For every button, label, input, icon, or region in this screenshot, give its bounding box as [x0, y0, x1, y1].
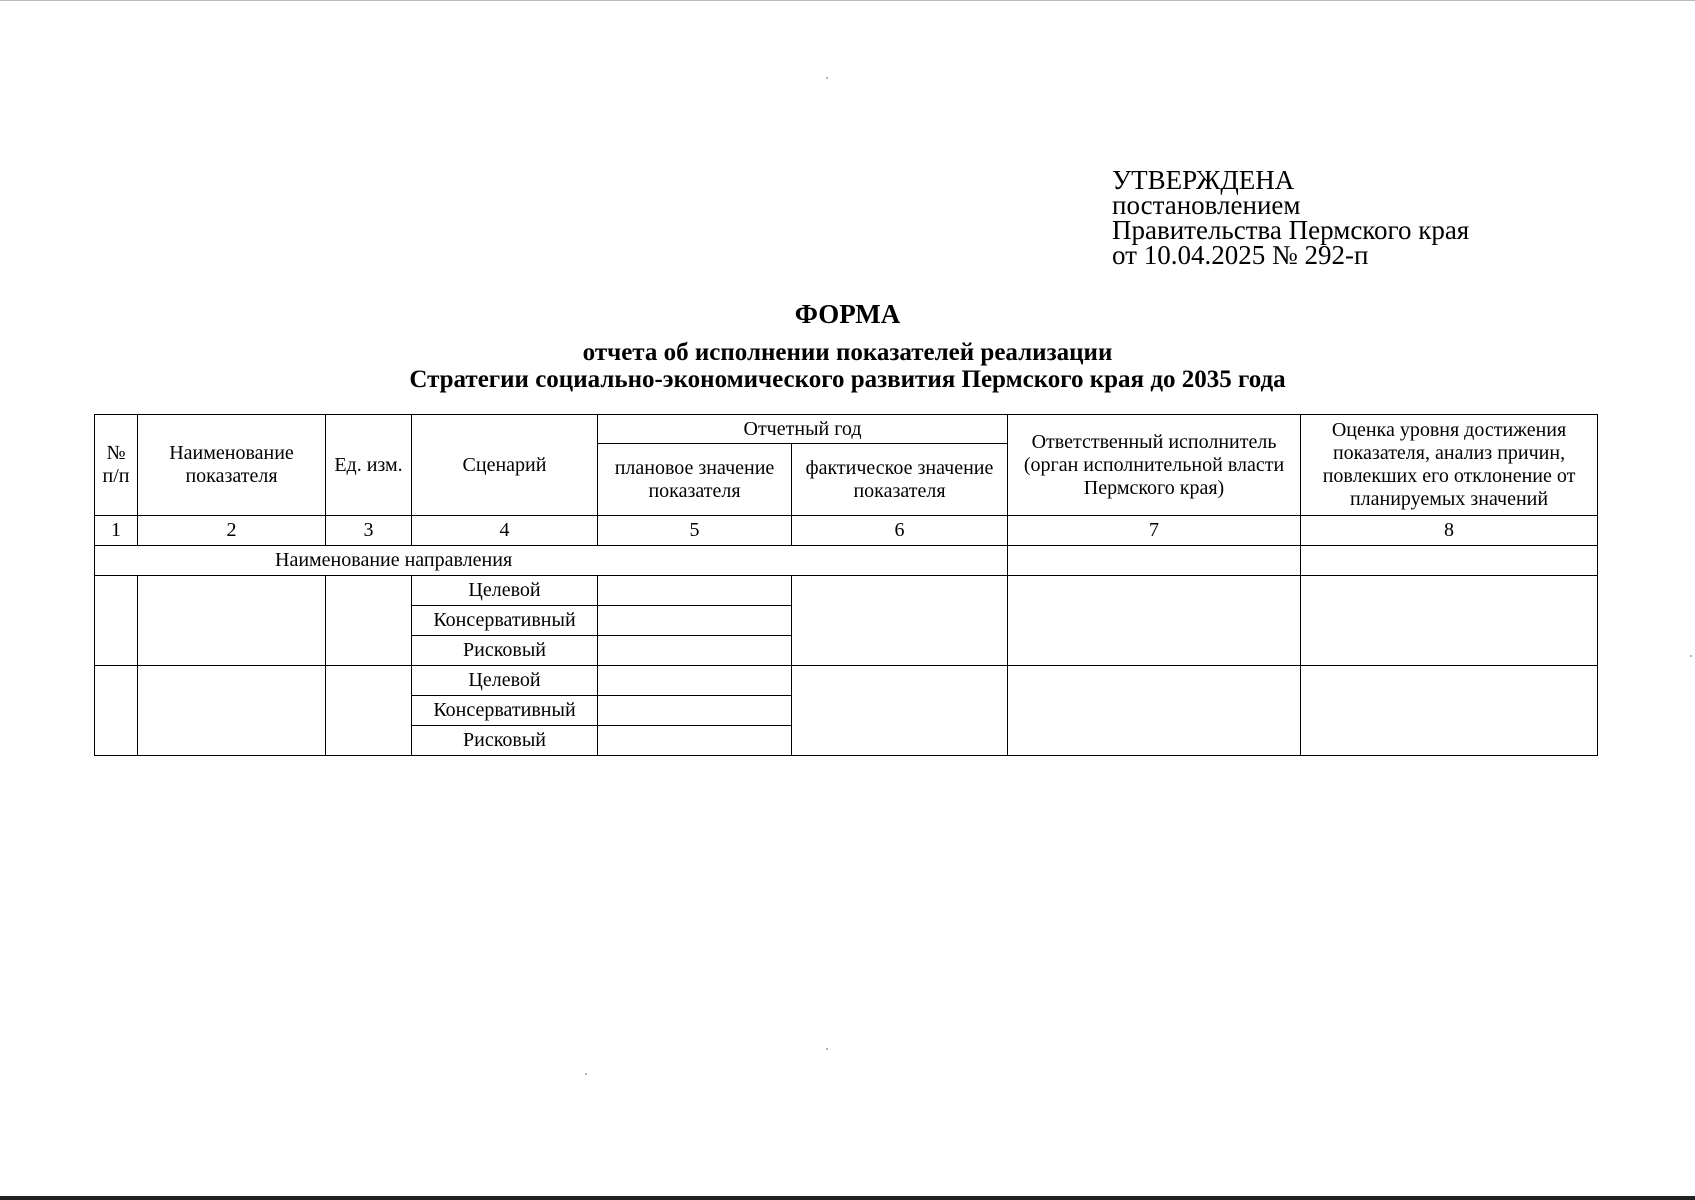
direction-name-cell [95, 546, 1008, 576]
scan-speck [826, 1048, 828, 1050]
subtitle-line-1: отчета об исполнении показателей реализации [582, 339, 1113, 366]
header-scenario: Сценарий [412, 415, 598, 516]
header-executor: Ответственный исполнитель (орган исполнительной власти Пермского края) [1008, 415, 1301, 516]
approval-line-decree: постановлением [1112, 190, 1301, 220]
scenario-cell: Рисковый [412, 636, 598, 666]
direction-executor-cell [1008, 546, 1301, 576]
column-number: 7 [1008, 516, 1301, 546]
header-assessment: Оценка уровня достижения показателя, анализ причин, повлекших его отклонение от планируемых значений [1301, 415, 1598, 516]
assessment-cell [1301, 666, 1598, 756]
unit-cell [326, 576, 412, 666]
scenario-cell: Консервативный [412, 606, 598, 636]
num-cell [95, 576, 138, 666]
scan-speck [1690, 655, 1692, 657]
scan-top-edge [0, 0, 1695, 1]
scan-speck [826, 77, 828, 79]
direction-row [95, 546, 1598, 576]
approval-line-date-number: от 10.04.2025 № 292-п [1112, 240, 1369, 270]
planned-value-cell [598, 636, 792, 666]
planned-value-cell [598, 696, 792, 726]
approval-stamp [1112, 165, 1470, 270]
approval-line-approved: УТВЕРЖДЕНА [1112, 165, 1295, 195]
column-number: 8 [1301, 516, 1598, 546]
planned-value-cell [598, 576, 792, 606]
direction-name-label: Наименование направления [275, 549, 513, 571]
actual-value-cell [792, 576, 1008, 666]
header-report-year: Отчетный год [598, 415, 1008, 444]
indicator-name-cell [138, 666, 326, 756]
actual-value-cell [792, 666, 1008, 756]
indicator-name-cell [138, 576, 326, 666]
form-title: ФОРМА [794, 299, 901, 329]
form-subtitle [0, 339, 1695, 393]
column-number: 3 [326, 516, 412, 546]
executor-cell [1008, 666, 1301, 756]
executor-cell [1008, 576, 1301, 666]
num-cell [95, 666, 138, 756]
column-number: 2 [138, 516, 326, 546]
scenario-cell: Консервативный [412, 696, 598, 726]
table-row [95, 666, 1598, 696]
column-number: 5 [598, 516, 792, 546]
header-row-1 [95, 415, 1598, 444]
column-number: 1 [95, 516, 138, 546]
planned-value-cell [598, 726, 792, 756]
subtitle-line-2: Стратегии социально-экономического развития Пермского края до 2035 года [409, 366, 1286, 393]
header-actual-value: фактическое значение показателя [792, 444, 1008, 516]
header-unit: Ед. изм. [326, 415, 412, 516]
planned-value-cell [598, 606, 792, 636]
column-number: 6 [792, 516, 1008, 546]
scan-speck [585, 1073, 587, 1075]
approval-line-government: Правительства Пермского края [1112, 215, 1470, 245]
column-numbers-row [95, 516, 1598, 546]
scan-bottom-edge [0, 1196, 1695, 1200]
scenario-cell: Целевой [412, 576, 598, 606]
header-indicator-name: Наименование показателя [138, 415, 326, 516]
scenario-cell: Целевой [412, 666, 598, 696]
column-number: 4 [412, 516, 598, 546]
assessment-cell [1301, 576, 1598, 666]
direction-assessment-cell [1301, 546, 1598, 576]
unit-cell [326, 666, 412, 756]
planned-value-cell [598, 666, 792, 696]
table-row [95, 576, 1598, 606]
header-planned-value: плановое значение показателя [598, 444, 792, 516]
scenario-cell: Рисковый [412, 726, 598, 756]
header-num: № п/п [95, 415, 138, 516]
report-table [94, 414, 1598, 756]
